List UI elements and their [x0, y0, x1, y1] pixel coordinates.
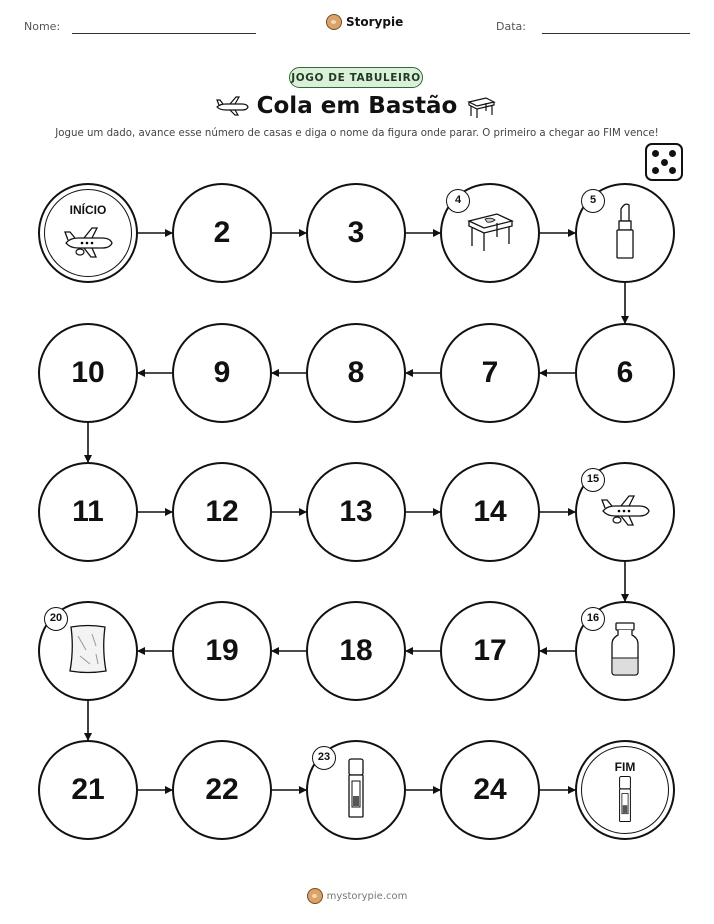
- board-space-3[interactable]: 3: [306, 183, 406, 283]
- footer: [0, 888, 714, 904]
- board-space-16[interactable]: [575, 601, 675, 701]
- space-number-badge: 20: [44, 607, 68, 631]
- board-space-21[interactable]: 21: [38, 740, 138, 840]
- board-space-6[interactable]: 6: [575, 323, 675, 423]
- brand-name: Storypie: [346, 15, 404, 29]
- board-space-10[interactable]: 10: [38, 323, 138, 423]
- board-space-14[interactable]: 14: [440, 462, 540, 562]
- finish-space[interactable]: [575, 740, 675, 840]
- jar-icon: [608, 620, 642, 682]
- airplane-icon: [599, 493, 651, 531]
- board-space-4[interactable]: [440, 183, 540, 283]
- page-title: Cola em Bastão: [256, 93, 458, 119]
- start-label: INÍCIO: [69, 203, 107, 217]
- board-space-13[interactable]: 13: [306, 462, 406, 562]
- space-number-badge: 4: [446, 189, 470, 213]
- board-space-12[interactable]: 12: [172, 462, 272, 562]
- board-space-23[interactable]: [306, 740, 406, 840]
- space-number-badge: 5: [581, 189, 605, 213]
- table-icon: [465, 209, 515, 257]
- lipstick-icon: [613, 201, 637, 265]
- board-space-20[interactable]: [38, 601, 138, 701]
- board-space-9[interactable]: 9: [172, 323, 272, 423]
- date-label: Data:: [496, 20, 526, 33]
- board-space-17[interactable]: 17: [440, 601, 540, 701]
- glue-stick-icon: [615, 775, 635, 827]
- instructions: Jogue um dado, avance esse número de casas e diga o nome da figura onde parar. O primeiro a chegar ao FIM vence!: [55, 128, 659, 139]
- space-number-badge: 16: [581, 607, 605, 631]
- board-space-15[interactable]: [575, 462, 675, 562]
- name-label: Nome:: [24, 20, 61, 33]
- start-space[interactable]: [38, 183, 138, 283]
- space-number-badge: 23: [312, 746, 336, 770]
- board-space-11[interactable]: 11: [38, 462, 138, 562]
- footer-site: mystorypie.com: [326, 890, 408, 902]
- airplane-icon: [62, 225, 114, 263]
- plastic-bag-icon: [66, 622, 110, 680]
- board-space-2[interactable]: 2: [172, 183, 272, 283]
- bear-mascot-icon: [307, 888, 323, 904]
- space-number-badge: 15: [581, 468, 605, 492]
- board-space-24[interactable]: 24: [440, 740, 540, 840]
- glue-stick-icon: [346, 757, 366, 823]
- board-space-18[interactable]: 18: [306, 601, 406, 701]
- board-space-5[interactable]: [575, 183, 675, 283]
- board-space-19[interactable]: 19: [172, 601, 272, 701]
- finish-label: FIM: [614, 760, 636, 774]
- board-space-8[interactable]: 8: [306, 323, 406, 423]
- board-space-22[interactable]: 22: [172, 740, 272, 840]
- game-type-badge: JOGO DE TABULEIRO: [289, 67, 423, 88]
- board-space-7[interactable]: 7: [440, 323, 540, 423]
